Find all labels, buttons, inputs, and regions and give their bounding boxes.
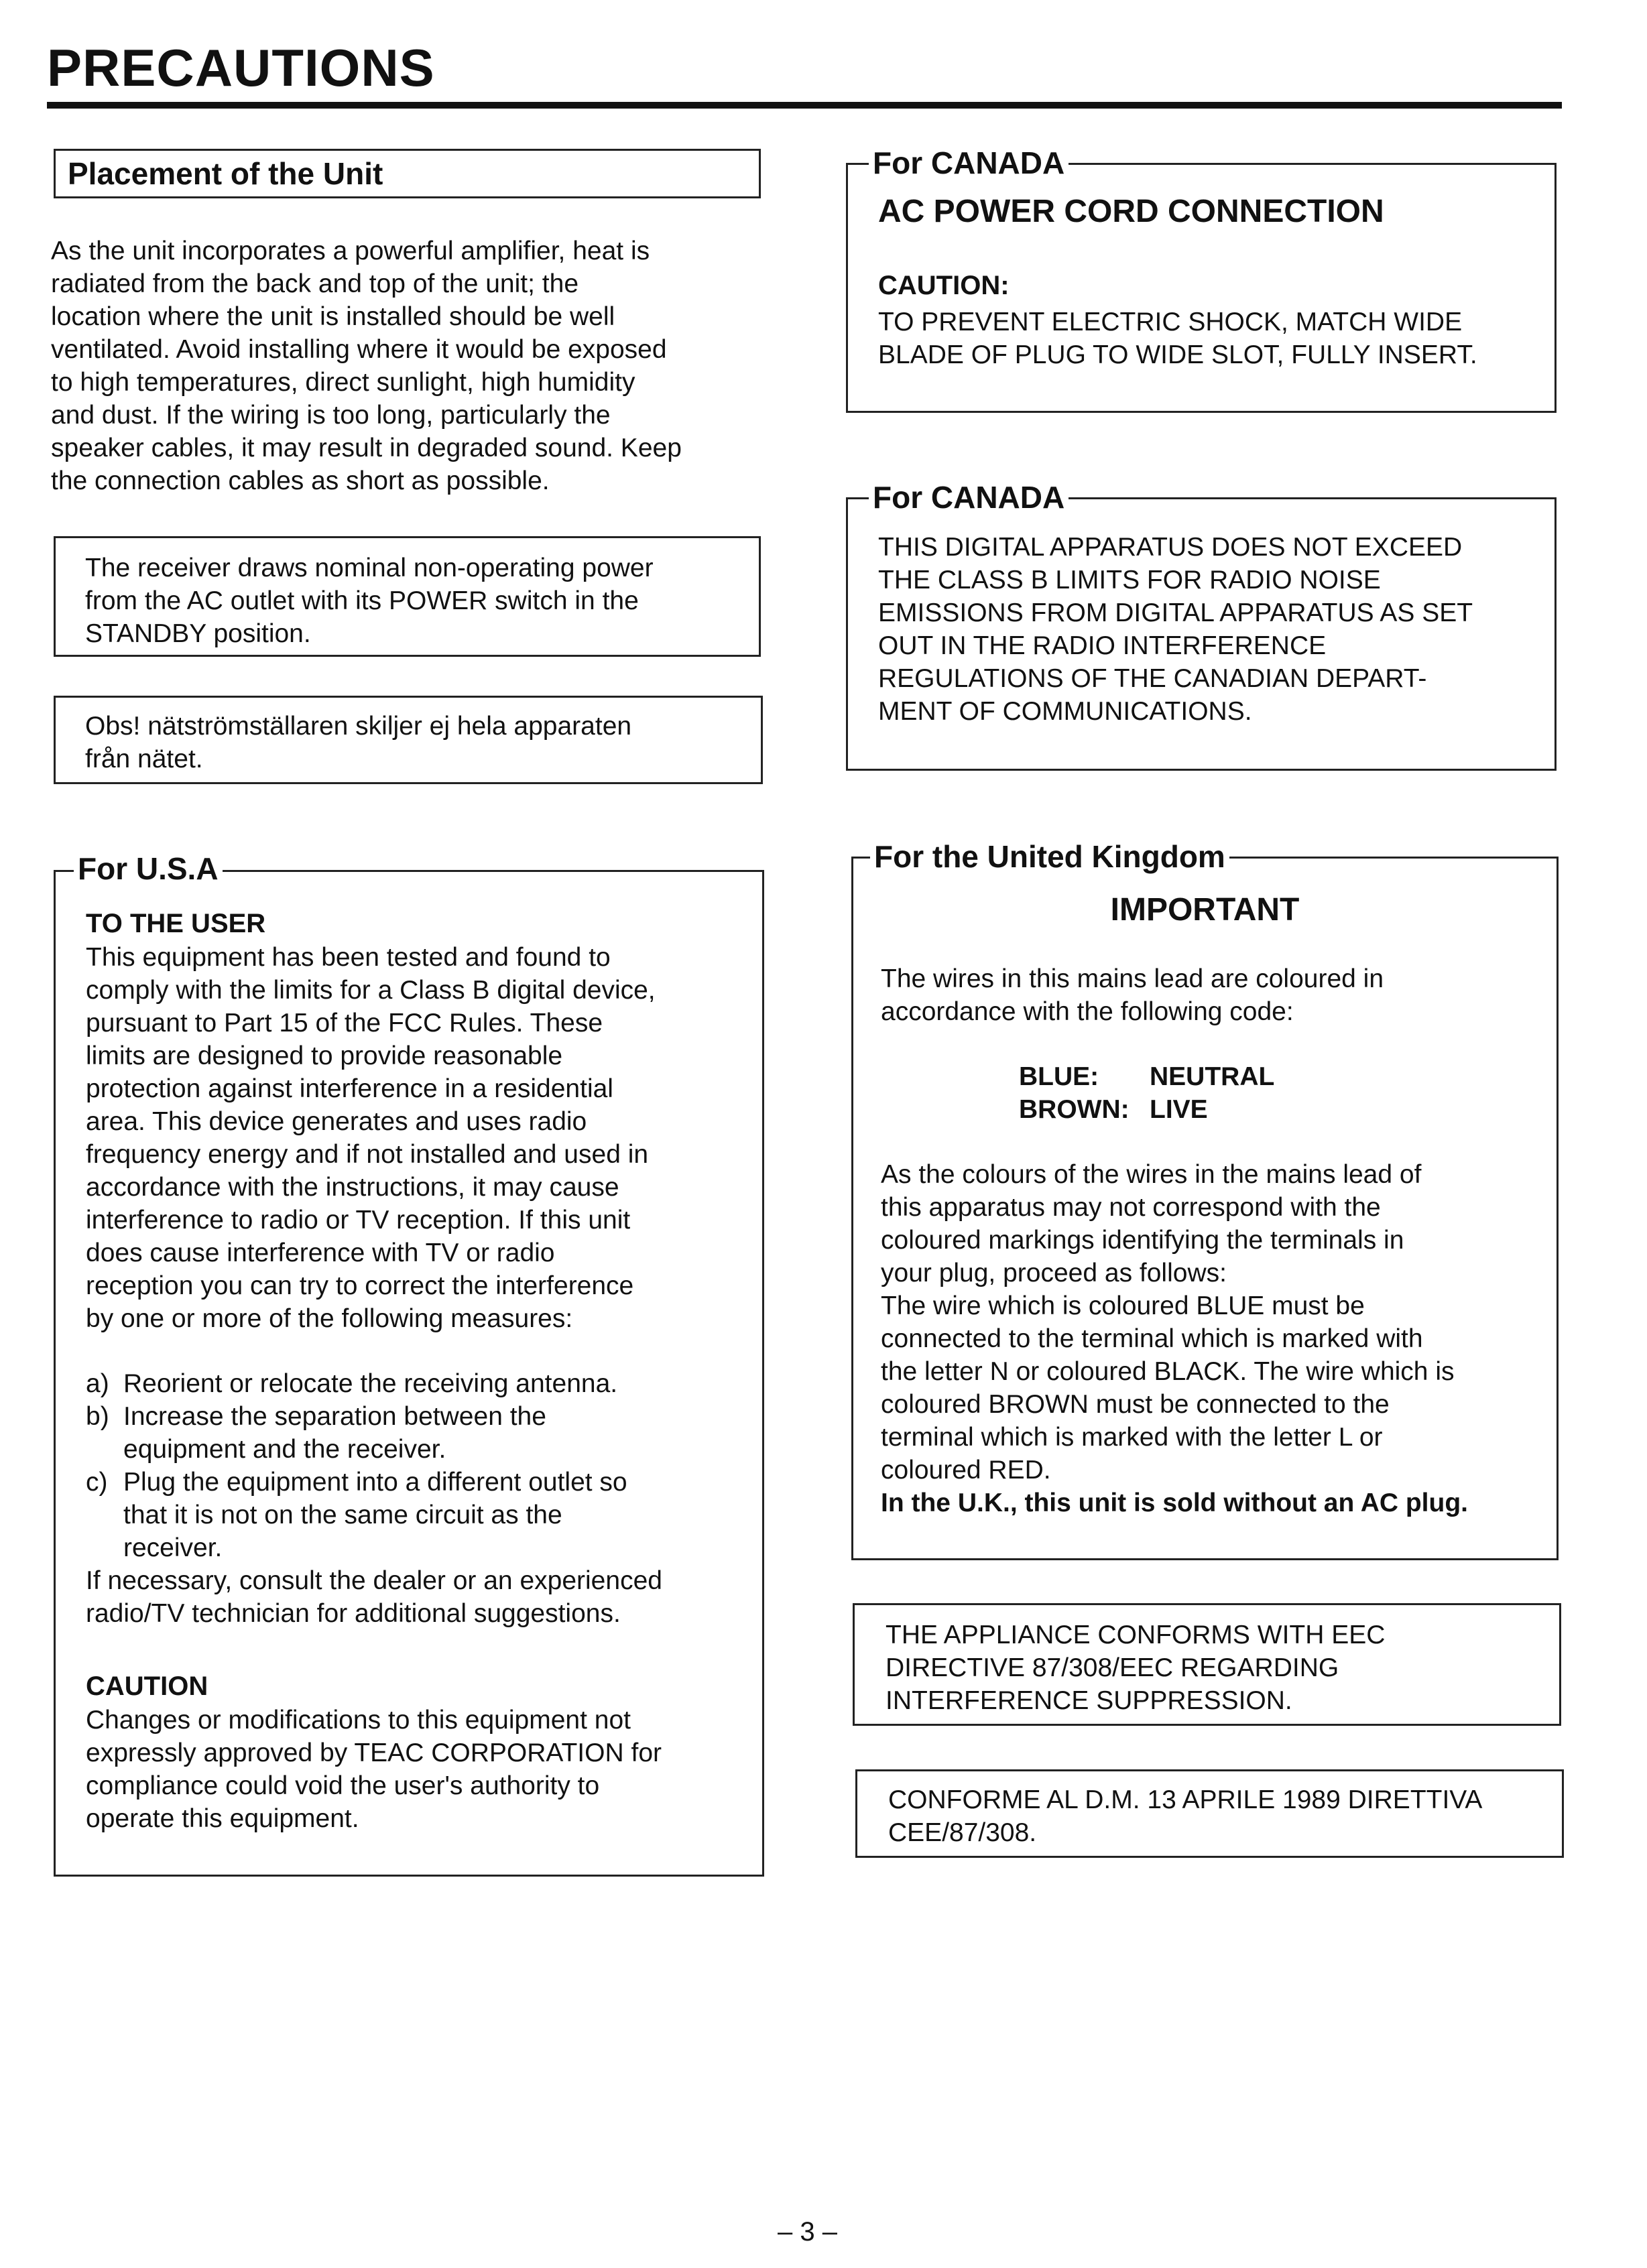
- canada-digital-body: THIS DIGITAL APPARATUS DOES NOT EXCEED THE CLASS B LIMITS FOR RADIO NOISE EMISSIONS FROM DIGITAL APPARATUS AS SET OUT IN THE RADIO INTERFERENCE REGULATIONS OF THE CANADIAN DEPART- MENT OF COMMUNICATIONS.: [878, 533, 1473, 726]
- uk-intro: The wires in this mains lead are coloured in accordance with the following code:: [881, 964, 1384, 1026]
- page-number: – 3 –: [778, 2217, 837, 2247]
- placement-body: As the unit incorporates a powerful amplifier, heat is radiated from the back and top of the unit; the location where the unit is installed should be well ventilated. Avoid installing where it would be exposed to high temperatures, direct sunlight, high humidity and dust. If the wiring is too long, particularly the speaker cables, it may result in degraded sound. Keep the connection cables as short as possible.: [51, 237, 682, 495]
- list-item: [86, 1466, 756, 1564]
- list-item: [86, 1400, 756, 1466]
- usa-subhead: TO THE USER: [86, 909, 266, 938]
- placement-heading: Placement of the Unit: [68, 156, 383, 191]
- list-text: Increase the separation between the equipment and the receiver.: [123, 1402, 546, 1464]
- canada-power-caution-head: CAUTION:: [878, 271, 1010, 300]
- uk-heading: IMPORTANT: [1110, 892, 1300, 928]
- swedish-notice: Obs! nätströmställaren skiljer ej hela apparaten från nätet.: [85, 712, 632, 773]
- usa-legend: For U.S.A: [74, 851, 223, 886]
- wire-code-label: BLUE:: [1019, 1062, 1099, 1091]
- list-marker: c): [86, 1468, 108, 1497]
- list-marker: a): [86, 1369, 109, 1398]
- usa-body: This equipment has been tested and found to comply with the limits for a Class B digital device, pursuant to Part 15 of the FCC Rules. These limits are designed to provide reasonable protection against interference in a residential area. This device generates and uses radio frequency energy and if not installed and used in accordance with the instructions, it may cause interference to radio or TV reception. If this unit does cause interference with TV or radio reception you can try to correct the interference by one or more of the following measures:: [86, 943, 656, 1333]
- standby-notice-box: [54, 536, 761, 657]
- wire-code-value: LIVE: [1150, 1095, 1208, 1124]
- usa-measures-list: [86, 1367, 756, 1564]
- italy-body: CONFORME AL D.M. 13 APRILE 1989 DIRETTIVA CEE/87/308.: [888, 1785, 1483, 1847]
- wire-code-row: [1019, 1093, 1274, 1126]
- eec-box: [853, 1603, 1561, 1726]
- placement-heading-box: [54, 149, 761, 198]
- page-title: PRECAUTIONS: [47, 38, 435, 97]
- usa-caution-body: Changes or modifications to this equipment not expressly approved by TEAC CORPORATION for compliance could void the user's authority to operate this equipment.: [86, 1706, 662, 1833]
- list-text: Plug the equipment into a different outlet so that it is not on the same circuit as the receiver.: [123, 1468, 627, 1562]
- uk-legend: For the United Kingdom: [870, 839, 1229, 874]
- eec-body: THE APPLIANCE CONFORMS WITH EEC DIRECTIVE 87/308/EEC REGARDING INTERFERENCE SUPPRESSION.: [886, 1621, 1386, 1715]
- list-marker: b): [86, 1402, 109, 1431]
- italy-box: [855, 1769, 1564, 1858]
- canada-digital-legend: For CANADA: [869, 480, 1069, 515]
- usa-caution-head: CAUTION: [86, 1672, 208, 1701]
- canada-power-caution-body: TO PREVENT ELECTRIC SHOCK, MATCH WIDE BLADE OF PLUG TO WIDE SLOT, FULLY INSERT.: [878, 308, 1477, 369]
- list-item: [86, 1367, 756, 1400]
- standby-notice: The receiver draws nominal non-operating power from the AC outlet with its POWER switch in the STANDBY position.: [85, 554, 654, 648]
- canada-power-legend: For CANADA: [869, 145, 1069, 180]
- title-underline: [47, 102, 1562, 109]
- canada-power-heading: AC POWER CORD CONNECTION: [878, 194, 1384, 229]
- wire-code-label: BROWN:: [1019, 1095, 1130, 1124]
- usa-after-text: If necessary, consult the dealer or an experienced radio/TV technician for additional suggestions.: [86, 1566, 662, 1628]
- list-text: Reorient or relocate the receiving antenna.: [123, 1369, 618, 1398]
- swedish-notice-box: [54, 696, 763, 784]
- wire-code-value: NEUTRAL: [1150, 1062, 1275, 1091]
- wire-code-row: [1019, 1060, 1274, 1093]
- uk-body: As the colours of the wires in the mains lead of this apparatus may not correspond with the coloured markings identifying the terminals in your plug, proceed as follows: The wire which is coloured BLUE must be connected to the terminal which is marked with the letter N or coloured BLACK. The wire which is coloured BROWN must be connected to the terminal which is marked with the letter L or coloured RED.: [881, 1160, 1455, 1485]
- uk-bold-note: In the U.K., this unit is sold without an AC plug.: [881, 1489, 1468, 1517]
- uk-wire-code-list: [1019, 1060, 1274, 1126]
